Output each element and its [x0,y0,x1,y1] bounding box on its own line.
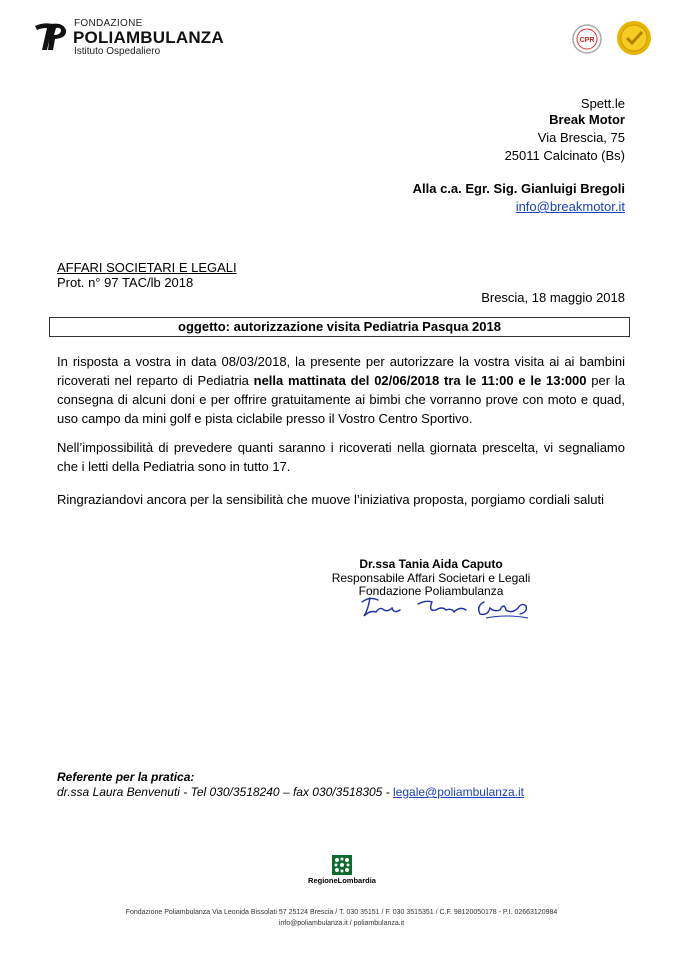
body-p1-text-a: In risposta a vostra in data 08/03/2018, la presente per autorizzare la vostra visita ai ai bambini ricoverati nel reparto di Pediatria [57,354,625,388]
body-p1-text-b: per la consegna di alcuni doni e per offrire gratuitamente ai bimbi che vorranno prove con moto e quad, uso campo da mini golf e pista ciclabile presso il Vostro Centro Sportivo. [57,373,625,426]
cpr-certification-badge-icon [571,23,603,55]
body-paragraph-3: Ringraziandovi ancora per la sensibilità che muove l’iniziativa proposta, porgiamo cordiali saluti [57,492,605,507]
footer-contacts: info@poliambulanza.it / poliambulanza.it [278,920,405,927]
referente-contact-text: dr.ssa Laura Benvenuti - Tel 030/3518240 – fax 030/3518305 - [57,785,394,799]
cpr-badge-text: CPR [579,37,595,44]
regione-lombardia-logo-icon [332,855,352,875]
signatory-role: Responsabile Affari Societari e Legali [331,571,531,585]
brand-top: FONDAZIONE [74,18,143,29]
recipient-attention: Alla c.a. Egr. Sig. Gianluigi Bregoli [412,181,625,196]
protocol-number: Prot. n° 97 TAC/lb 2018 [57,275,194,290]
joint-commission-seal-icon [616,20,652,56]
handwritten-signature [356,588,536,624]
signatory-organization: Fondazione Poliambulanza [358,584,504,598]
regione-lombardia-name: RegioneLombardia [308,876,376,885]
recipient-city: 25011 Calcinato (Bs) [504,148,625,163]
recipient-salutation: Spett.le [580,96,625,111]
footer-address: Fondazione Poliambulanza Via Leonida Bissolati 57 25124 Brescia / T. 030 35151 / F. 030 3515351 / C.F. 98120050178 - P.I. 02663120984 [125,909,558,916]
subject-line: oggetto: autorizzazione visita Pediatria Pasqua 2018 [49,317,630,337]
referente-details [57,785,524,799]
signatory-name: Dr.ssa Tania Aida Caputo [359,557,503,571]
brand-name: POLIAMBULANZA [73,28,224,47]
recipient-email-link[interactable]: info@breakmotor.it [515,199,625,214]
recipient-company: Break Motor [549,112,625,127]
body-paragraph-1 [57,352,625,428]
body-p1-bold: nella mattinata del 02/06/2018 tra le 11:00 e le 13:000 [253,373,587,388]
referente-email-link[interactable]: legale@poliambulanza.it [393,785,524,799]
brand-subtitle: Istituto Ospedaliero [74,46,161,57]
body-paragraph-2: Nell’impossibilità di prevedere quanti saranno i ricoverati nella giornata prescelta, vi segnaliamo che i letti della Pediatria sono in tutto 17. [57,440,625,474]
department-heading: AFFARI SOCIETARI E LEGALI [57,260,237,275]
poliambulanza-logo-icon [33,20,69,52]
referente-label: Referente per la pratica: [57,770,195,784]
recipient-street: Via Brescia, 75 [537,130,625,145]
letter-date: Brescia, 18 maggio 2018 [481,290,625,305]
